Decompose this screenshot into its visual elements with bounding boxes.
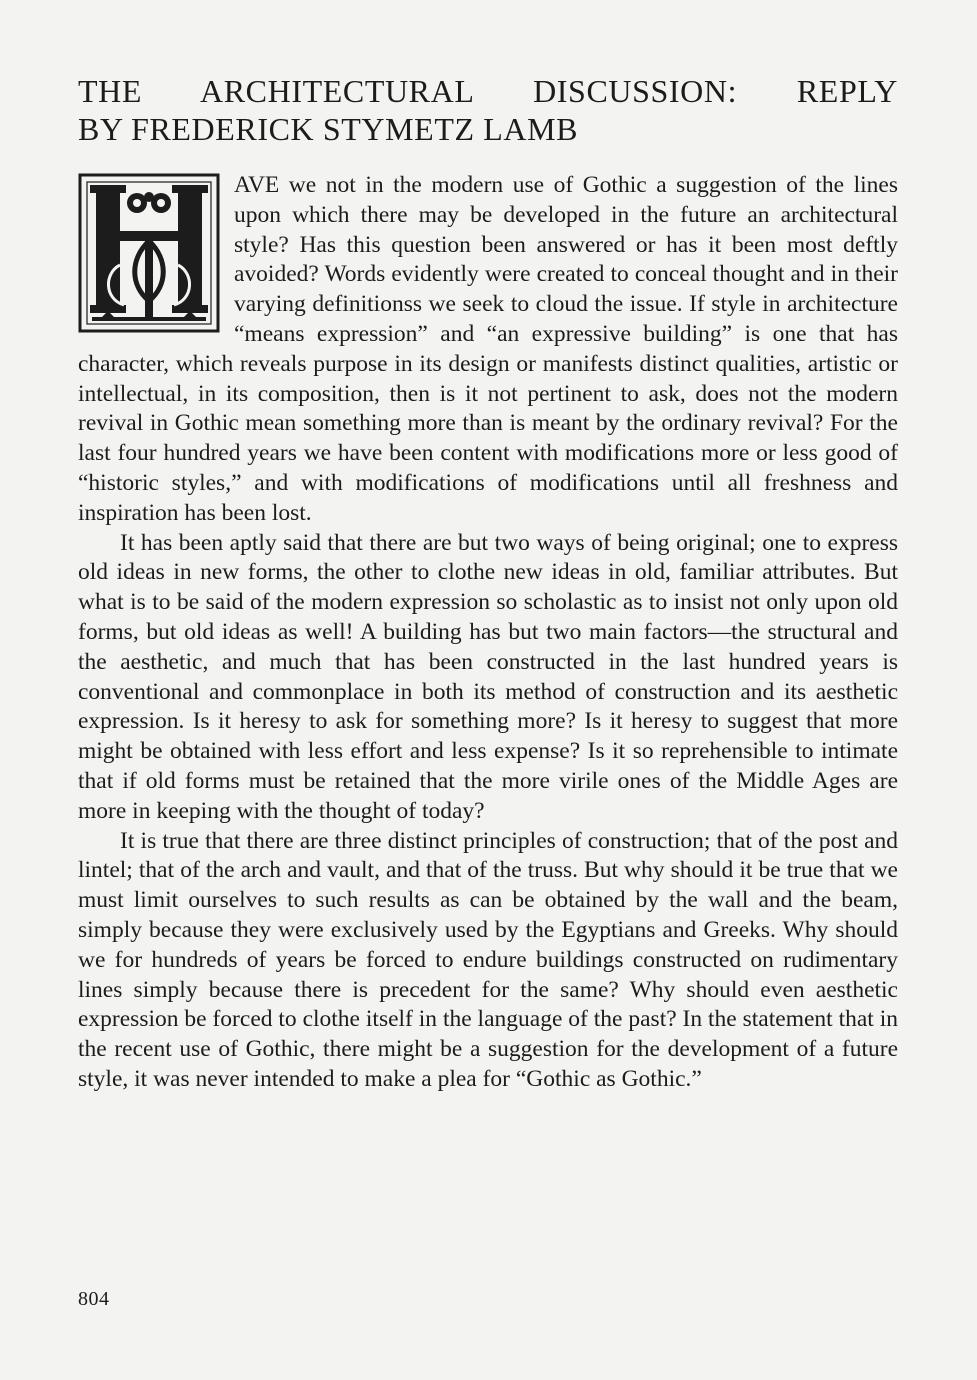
article-title [78,72,898,148]
title-line-1: THE ARCHITECTURAL DISCUSSION: REPLY [78,73,898,109]
paragraph-2: It has been aptly said that there are but two ways of being original; one to express old ideas in new forms, the other to clothe new ideas in old, familiar attributes. But what is to be said of the modern expression so scholastic as to insist not only upon old forms, but old ideas as well! A building has but two main factors—the structural and the aesthetic, and much that has been constructed in the last hundred years is conventional and commonplace in both its method of construction and its aesthetic expression. Is it heresy to ask for something more? Is it heresy to suggest that more might be obtained with less effort and less expense? Is it so reprehensible to intimate that if old forms must be retained that the more virile ones of the Middle Ages are more in keeping with the thought of today? [78,529,898,824]
paragraph-3: It is true that there are three distinct principles of construction; that of the post and lintel; that of the arch and vault, and that of the truss. But why should it be true that we must limit ourselves to such results as can be obtained by the wall and the beam, simply because they were exclusively used by the Egyptians and Greeks. Why should we for hundreds of years be forced to endure buildings constructed on rudimentary lines simply because there is precedent for the same? Why should even aesthetic expression be forced to clothe itself in the language of the past? In the statement that in the recent use of Gothic, there might be a suggestion for the development of a future style, it was never intended to make a plea for “Gothic as Gothic.” [78,827,898,1092]
decorative-initial-h-icon [78,173,220,333]
title-line-2: BY FREDERICK STYMETZ LAMB [78,111,579,147]
page-number: 804 [78,1288,110,1310]
paragraph-1-text: AVE we not in the modern use of Gothic a suggestion of the lines upon which there may be developed in the future an architectural style? Has this question been answered or has it been most deftly avoided? Words evidently were created to conceal thought and in their varying definitionss we seek to cloud the issue. If style in architecture “means expression” and “an expressive building” is one that has character, which reveals purpose in its design or manifests distinct qualities, artistic or intellectual, in its composition, then is it not pertinent to ask, does not the modern revival in Gothic mean something more than is meant by the ordinary revival? For the last four hundred years we have been content with modifications more or less good of “historic styles,” and with modifications of modifications until all freshness and inspiration has been lost. [78,172,898,526]
paragraph-1 [78,171,898,529]
article-body [78,171,898,1095]
